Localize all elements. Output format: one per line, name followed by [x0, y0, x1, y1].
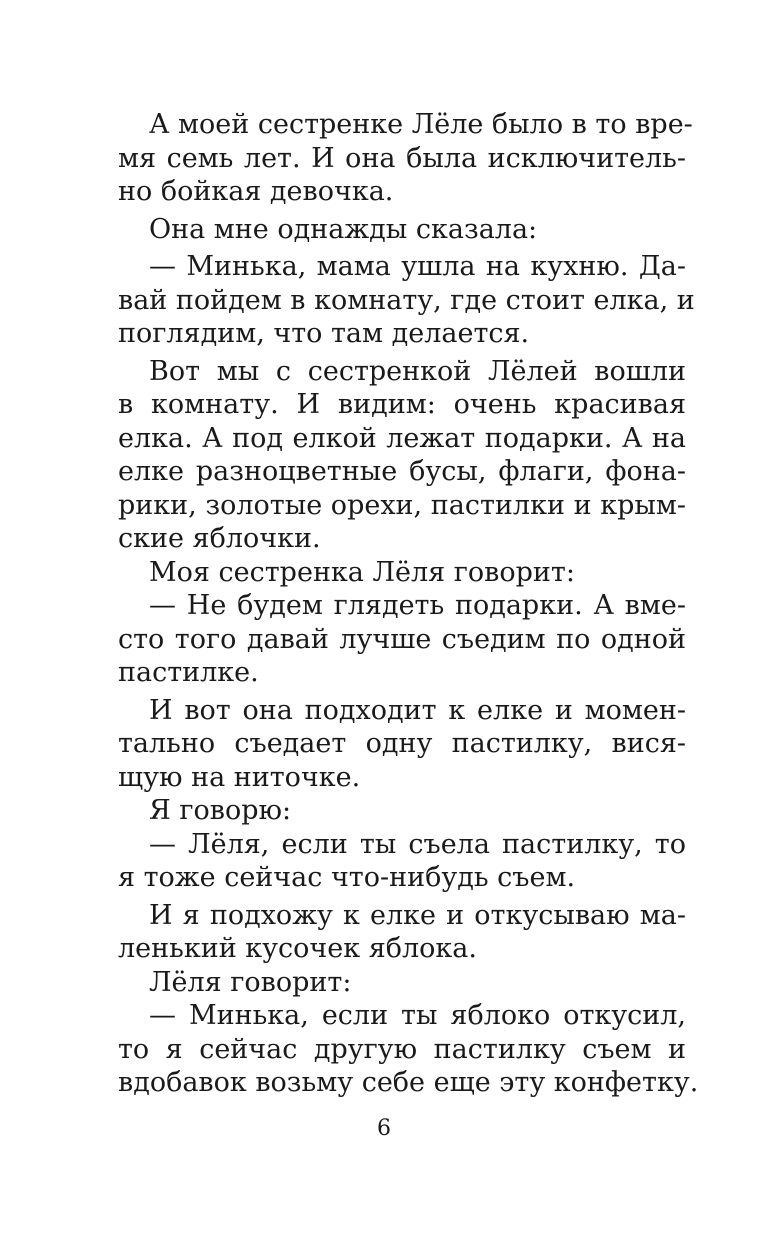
text-line: в комнату. И видим: очень красивая: [118, 389, 686, 420]
paragraph: [118, 899, 686, 966]
paragraph: [118, 355, 686, 556]
text-line: поглядим, что там делается.: [118, 318, 530, 349]
text-line: И вот она подходит к елке и момен-: [149, 694, 686, 726]
text-line: И я подхожу к елке и откусываю ма-: [149, 899, 686, 931]
paragraph: [118, 694, 686, 795]
paragraph: [118, 828, 686, 895]
body-text: [118, 108, 699, 1100]
text-line: мя семь лет. И она была исключитель-: [118, 142, 686, 174]
text-line: Вот мы с сестренкой Лёлей вошли: [149, 355, 686, 387]
text-line: ские яблочки.: [118, 523, 321, 554]
text-line: — Минька, мама ушла на кухню. Да-: [149, 251, 686, 282]
text-line: сто того давай лучше съедим по одной: [118, 623, 686, 655]
text-line: вдобавок возьму себе еще эту конфетку.: [118, 1067, 699, 1098]
text-line: Моя сестренка Лёля говорит:: [149, 556, 575, 588]
text-line: тально съедает одну пастилку, вися-: [118, 728, 686, 759]
page-number: 6: [377, 1116, 391, 1141]
paragraph: [118, 556, 686, 590]
paragraph: [118, 966, 686, 1000]
text-line: но бойкая девочка.: [118, 176, 394, 207]
text-line: то я сейчас другую пастилку съем и: [118, 1033, 686, 1065]
text-line: Я говорю:: [149, 795, 292, 826]
paragraph: [118, 250, 695, 351]
text-line: рики, золотые орехи, пастилки и крым-: [118, 489, 686, 521]
text-line: А моей сестренке Лёле было в то вре-: [149, 109, 693, 140]
text-line: вай пойдем в комнату, где стоит елка, и: [118, 284, 695, 316]
text-line: — Не будем глядеть подарки. А вме-: [149, 590, 686, 621]
paragraph: [118, 108, 693, 209]
text-line: — Лёля, если ты съела пастилку, то: [149, 828, 686, 860]
text-line: — Минька, если ты яблоко откусил,: [149, 1000, 686, 1031]
text-line: елке разноцветные бусы, флаги, фона-: [118, 456, 686, 487]
text-line: елка. А под елкой лежат подарки. А на: [118, 422, 686, 454]
text-line: я тоже сейчас что-нибудь съем.: [118, 862, 576, 893]
paragraph: [118, 589, 686, 690]
text-line: щую на ниточке.: [118, 761, 361, 793]
paragraph: [118, 794, 686, 828]
text-line: пастилке.: [118, 657, 259, 688]
text-line: Лёля говорит:: [149, 966, 352, 998]
text-line: Она мне однажды сказала:: [149, 213, 538, 245]
paragraph: [118, 213, 686, 247]
paragraph: [118, 999, 699, 1100]
text-line: ленький кусочек яблока.: [118, 933, 477, 964]
